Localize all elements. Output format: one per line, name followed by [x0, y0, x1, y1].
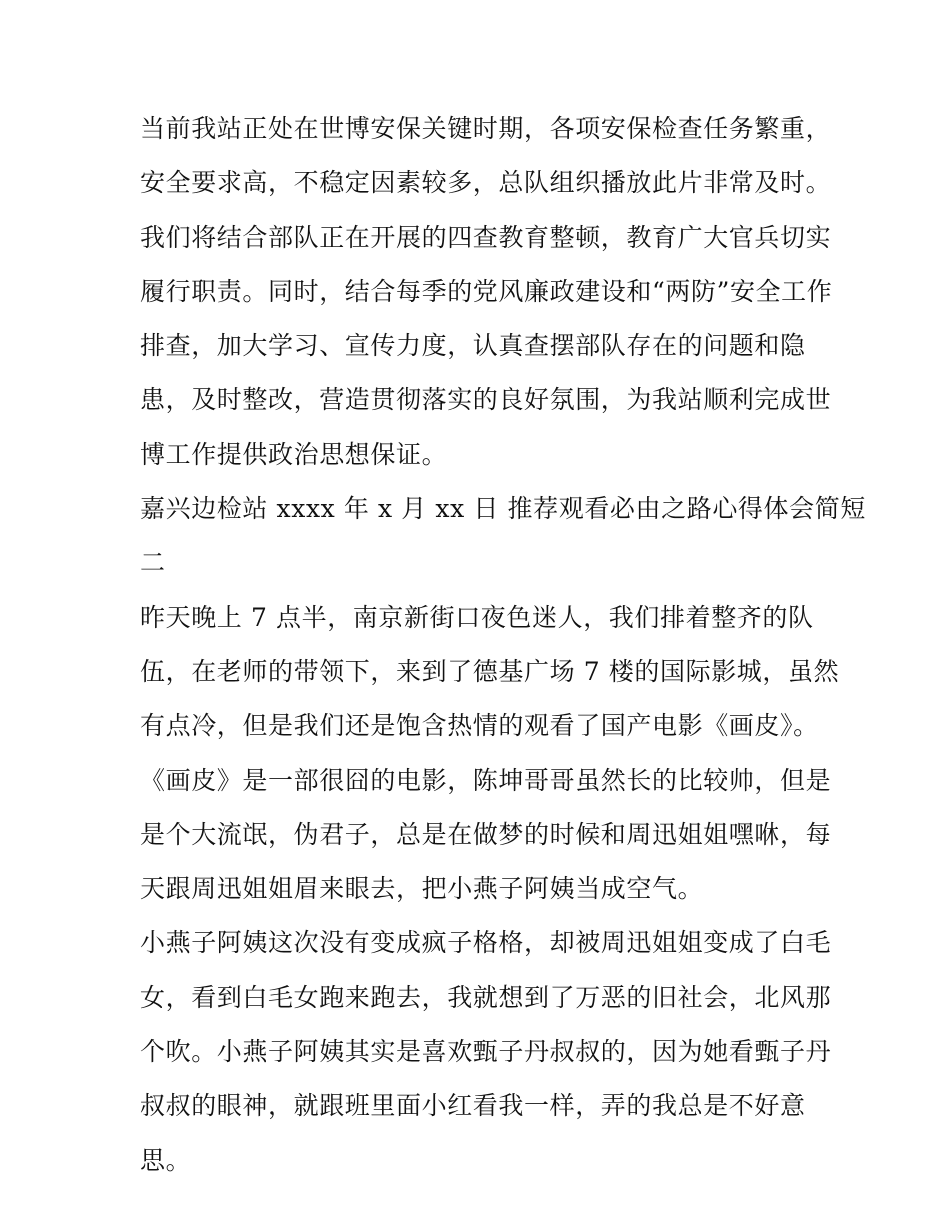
text-line: 《画皮》是一部很囧的电影，陈坤哥哥虽然长的比较帅，但是 — [140, 765, 832, 795]
text-line: 伍，在老师的带领下，来到了德基广场 7 楼的国际影城，虽然 — [140, 656, 840, 686]
section-heading — [140, 482, 866, 591]
text-line: 履行职责。同时，结合每季的党风廉政建设和“两防”安全工作 — [140, 276, 833, 306]
text-line: 有点冷，但是我们还是饱含热情的观看了国产电影《画皮》。 — [140, 711, 819, 741]
heading-line: 二 — [140, 548, 166, 578]
document-body — [140, 102, 866, 1188]
text-line: 当前我站正处在世博安保关键时期，各项安保检查任务繁重， — [140, 114, 832, 143]
text-line: 是个大流氓，伪君子，总是在做梦的时候和周迅姐姐嘿咻，每 — [140, 819, 832, 849]
text-line: 个吹。小燕子阿姨其实是喜欢甄子丹叔叔的，因为她看甄子丹 — [140, 1037, 832, 1067]
text-line: 昨天晚上 7 点半，南京新街口夜色迷人，我们排着整齐的队 — [140, 602, 814, 632]
paragraph-security-work — [140, 102, 833, 482]
text-line: 思。 — [140, 1145, 192, 1175]
paragraph-movie-night — [140, 591, 840, 917]
heading-line: 嘉兴边检站 xxxx 年 x 月 xx 日 推荐观看必由之路心得体会简短 — [140, 494, 866, 524]
text-line: 叔叔的眼神，就跟班里面小红看我一样，弄的我总是不好意 — [140, 1091, 806, 1121]
text-line: 患，及时整改，营造贯彻落实的良好氛围，为我站顺利完成世 — [140, 385, 832, 415]
text-line: 天跟周迅姐姐眉来眼去，把小燕子阿姨当成空气。 — [140, 874, 704, 904]
text-line: 安全要求高，不稳定因素较多，总队组织播放此片非常及时。 — [140, 168, 832, 198]
text-line: 博工作提供政治思想保证。 — [140, 439, 448, 469]
text-line: 女，看到白毛女跑来跑去，我就想到了万恶的旧社会，北风那 — [140, 982, 832, 1012]
text-line: 排查，加大学习、宣传力度，认真查摆部队存在的问题和隐 — [140, 331, 806, 361]
text-line: 小燕子阿姨这次没有变成疯子格格，却被周迅姐姐变成了白毛 — [140, 928, 832, 958]
paragraph-movie-plot — [140, 916, 832, 1187]
text-line: 我们将结合部队正在开展的四查教育整顿，教育广大官兵切实 — [140, 222, 832, 252]
